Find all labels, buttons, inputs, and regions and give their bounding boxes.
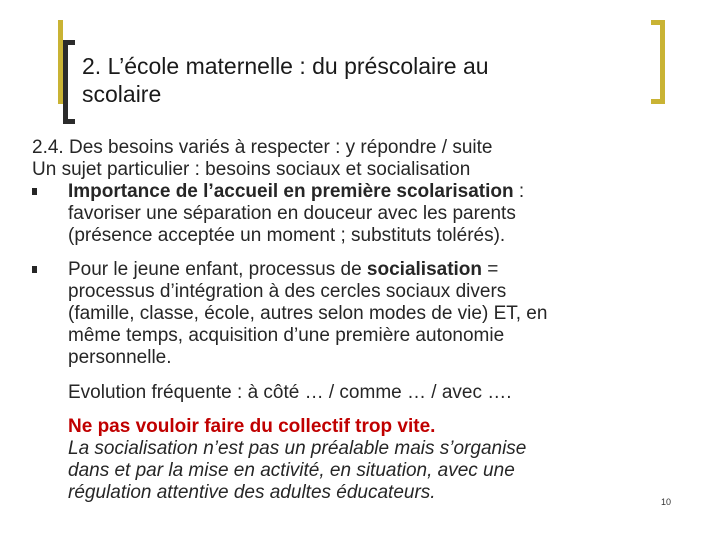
- bullet2-bold: socialisation: [366, 259, 483, 280]
- section-subheading: Un sujet particulier : besoins sociaux et socialisation: [32, 159, 471, 180]
- evolution-text: Evolution fréquente : à côté … / comme … / avec ….: [68, 382, 512, 403]
- bullet-square-icon: [32, 181, 68, 203]
- page-number: 10: [661, 497, 672, 507]
- bullet1-colon: :: [513, 181, 525, 202]
- bullet2-line2: processus d’intégration à des cercles sociaux divers: [68, 281, 507, 302]
- slide-title: [82, 52, 642, 108]
- bullet-item-accueil: [32, 181, 692, 247]
- italic-line1: La socialisation n’est pas un préalable mais s’organise: [68, 438, 527, 459]
- bullet2-line3: (famille, classe, école, autres selon modes de vie) ET, en: [68, 303, 548, 324]
- italic-line2: dans et par la mise en activité, en situation, avec une: [68, 460, 515, 481]
- bullet2-post: =: [482, 259, 499, 280]
- bullet2-pre: Pour le jeune enfant, processus de: [68, 259, 367, 280]
- slide-body: [32, 137, 692, 504]
- bullet2-line4: même temps, acquisition d’une première autonomie: [68, 325, 505, 346]
- bullet2-line5: personnelle.: [68, 347, 172, 368]
- title-bracket-right: [651, 20, 665, 104]
- slide-title-line2: scolaire: [82, 81, 162, 107]
- title-bracket-left: [63, 40, 75, 124]
- bullet-item-socialisation: [32, 259, 692, 504]
- bullet-square-icon: [32, 259, 68, 281]
- italic-line3: régulation attentive des adultes éducateurs.: [68, 482, 436, 503]
- bullet1-bold: Importance de l’accueil en première scolarisation: [68, 181, 514, 202]
- warning-text: Ne pas vouloir faire du collectif trop vite.: [68, 416, 436, 437]
- bullet1-line2: favoriser une séparation en douceur avec les parents: [68, 203, 516, 224]
- section-heading: 2.4. Des besoins variés à respecter : y répondre / suite: [32, 137, 493, 158]
- bullet1-line3: (présence acceptée un moment ; substituts tolérés).: [68, 225, 506, 246]
- slide-title-line1: 2. L’école maternelle : du préscolaire au: [82, 53, 489, 79]
